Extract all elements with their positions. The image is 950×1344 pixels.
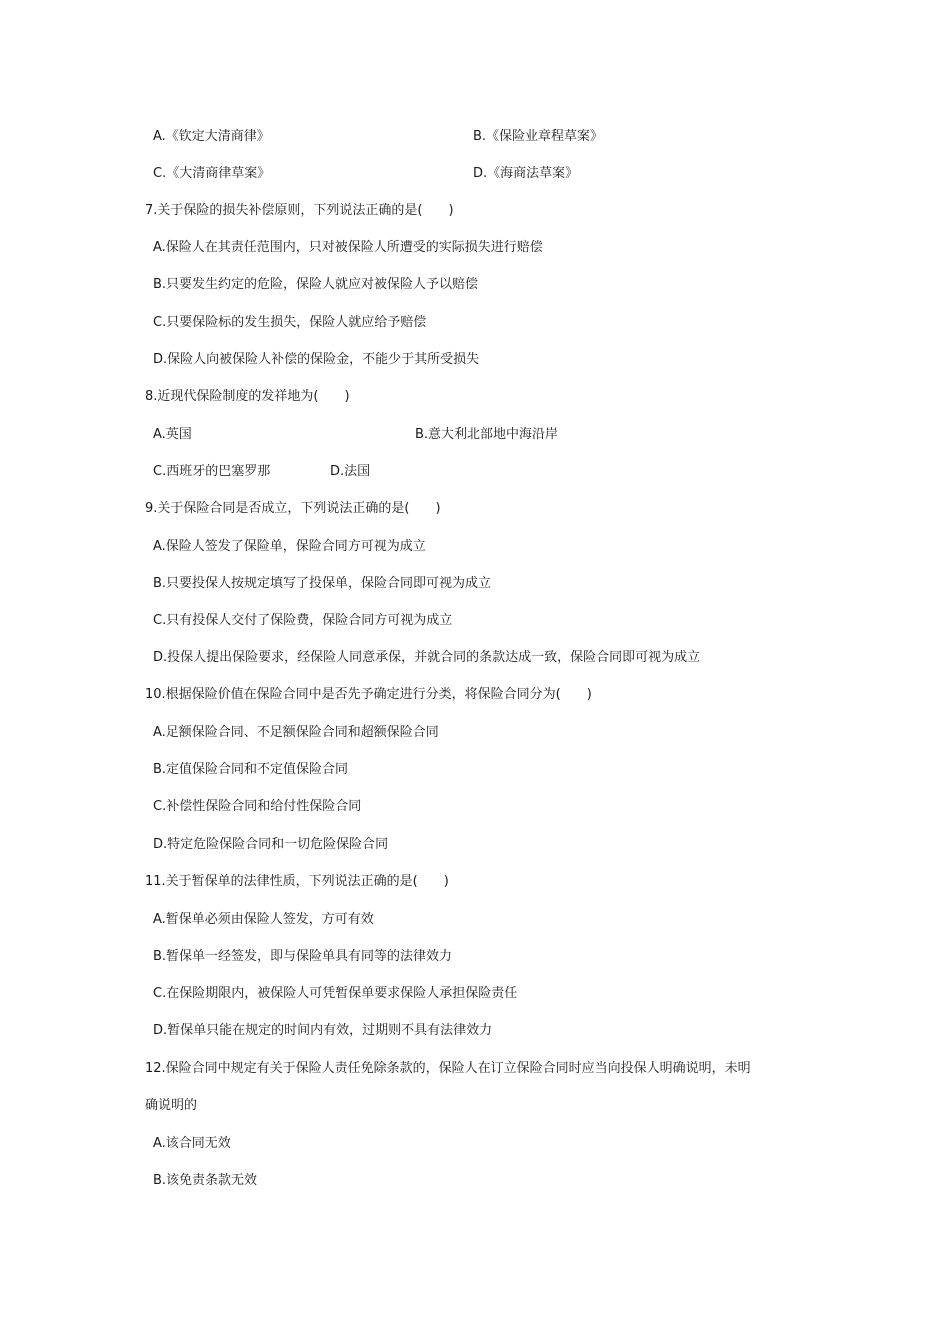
q6-option-d: D.《海商法草案》 <box>473 166 579 181</box>
q7-option-b: B.只要发生约定的危险，保险人就应对被保险人予以赔偿 <box>153 277 479 292</box>
q10-option-a: A.足额保险合同、不足额保险合同和超额保险合同 <box>153 725 439 740</box>
q6-option-b: B.《保险业章程草案》 <box>473 129 604 144</box>
q8-option-d: D.法国 <box>330 464 371 479</box>
q8-option-a: A.英国 <box>153 427 192 442</box>
q12-stem-line2: 确说明的 <box>145 1098 198 1113</box>
q11-option-c: C.在保险期限内，被保险人可凭暂保单要求保险人承担保险责任 <box>153 986 518 1001</box>
q10-option-b: B.定值保险合同和不定值保险合同 <box>153 762 349 777</box>
q7-option-c: C.只要保险标的发生损失，保险人就应给予赔偿 <box>153 315 427 330</box>
q12-stem-line1: 12.保险合同中规定有关于保险人责任免除条款的，保险人在订立保险合同时应当向投保人明确说明，未明 <box>145 1061 751 1076</box>
q12-option-b: B.该免责条款无效 <box>153 1173 258 1188</box>
q10-option-c: C.补偿性保险合同和给付性保险合同 <box>153 799 362 814</box>
q9-stem: 9.关于保险合同是否成立，下列说法正确的是( ) <box>145 501 441 516</box>
q9-option-c: C.只有投保人交付了保险费，保险合同方可视为成立 <box>153 613 453 628</box>
q11-option-a: A.暂保单必须由保险人签发，方可有效 <box>153 912 374 927</box>
q10-option-d: D.特定危险保险合同和一切危险保险合同 <box>153 837 389 852</box>
q9-option-a: A.保险人签发了保险单，保险合同方可视为成立 <box>153 539 426 554</box>
q7-option-d: D.保险人向被保险人补偿的保险金，不能少于其所受损失 <box>153 352 480 367</box>
q8-option-b: B.意大利北部地中海沿岸 <box>415 427 559 442</box>
q11-option-b: B.暂保单一经签发，即与保险单具有同等的法律效力 <box>153 949 453 964</box>
q11-stem: 11.关于暂保单的法律性质，下列说法正确的是( ) <box>145 874 449 889</box>
q8-stem: 8.近现代保险制度的发祥地为( ) <box>145 389 350 404</box>
q7-stem: 7.关于保险的损失补偿原则，下列说法正确的是( ) <box>145 203 454 218</box>
q6-option-c: C.《大清商律草案》 <box>153 166 271 181</box>
q11-option-d: D.暂保单只能在规定的时间内有效，过期则不具有法律效力 <box>153 1023 493 1038</box>
q10-stem: 10.根据保险价值在保险合同中是否先予确定进行分类，将保险合同分为( ) <box>145 687 592 702</box>
q9-option-d: D.投保人提出保险要求，经保险人同意承保，并就合同的条款达成一致，保险合同即可视为成立 <box>153 650 701 665</box>
q9-option-b: B.只要投保人按规定填写了投保单，保险合同即可视为成立 <box>153 576 492 591</box>
q8-option-c: C.西班牙的巴塞罗那 <box>153 464 271 479</box>
q12-option-a: A.该合同无效 <box>153 1136 231 1151</box>
q7-option-a: A.保险人在其责任范围内，只对被保险人所遭受的实际损失进行赔偿 <box>153 240 543 255</box>
q6-option-a: A.《钦定大清商律》 <box>153 129 270 144</box>
